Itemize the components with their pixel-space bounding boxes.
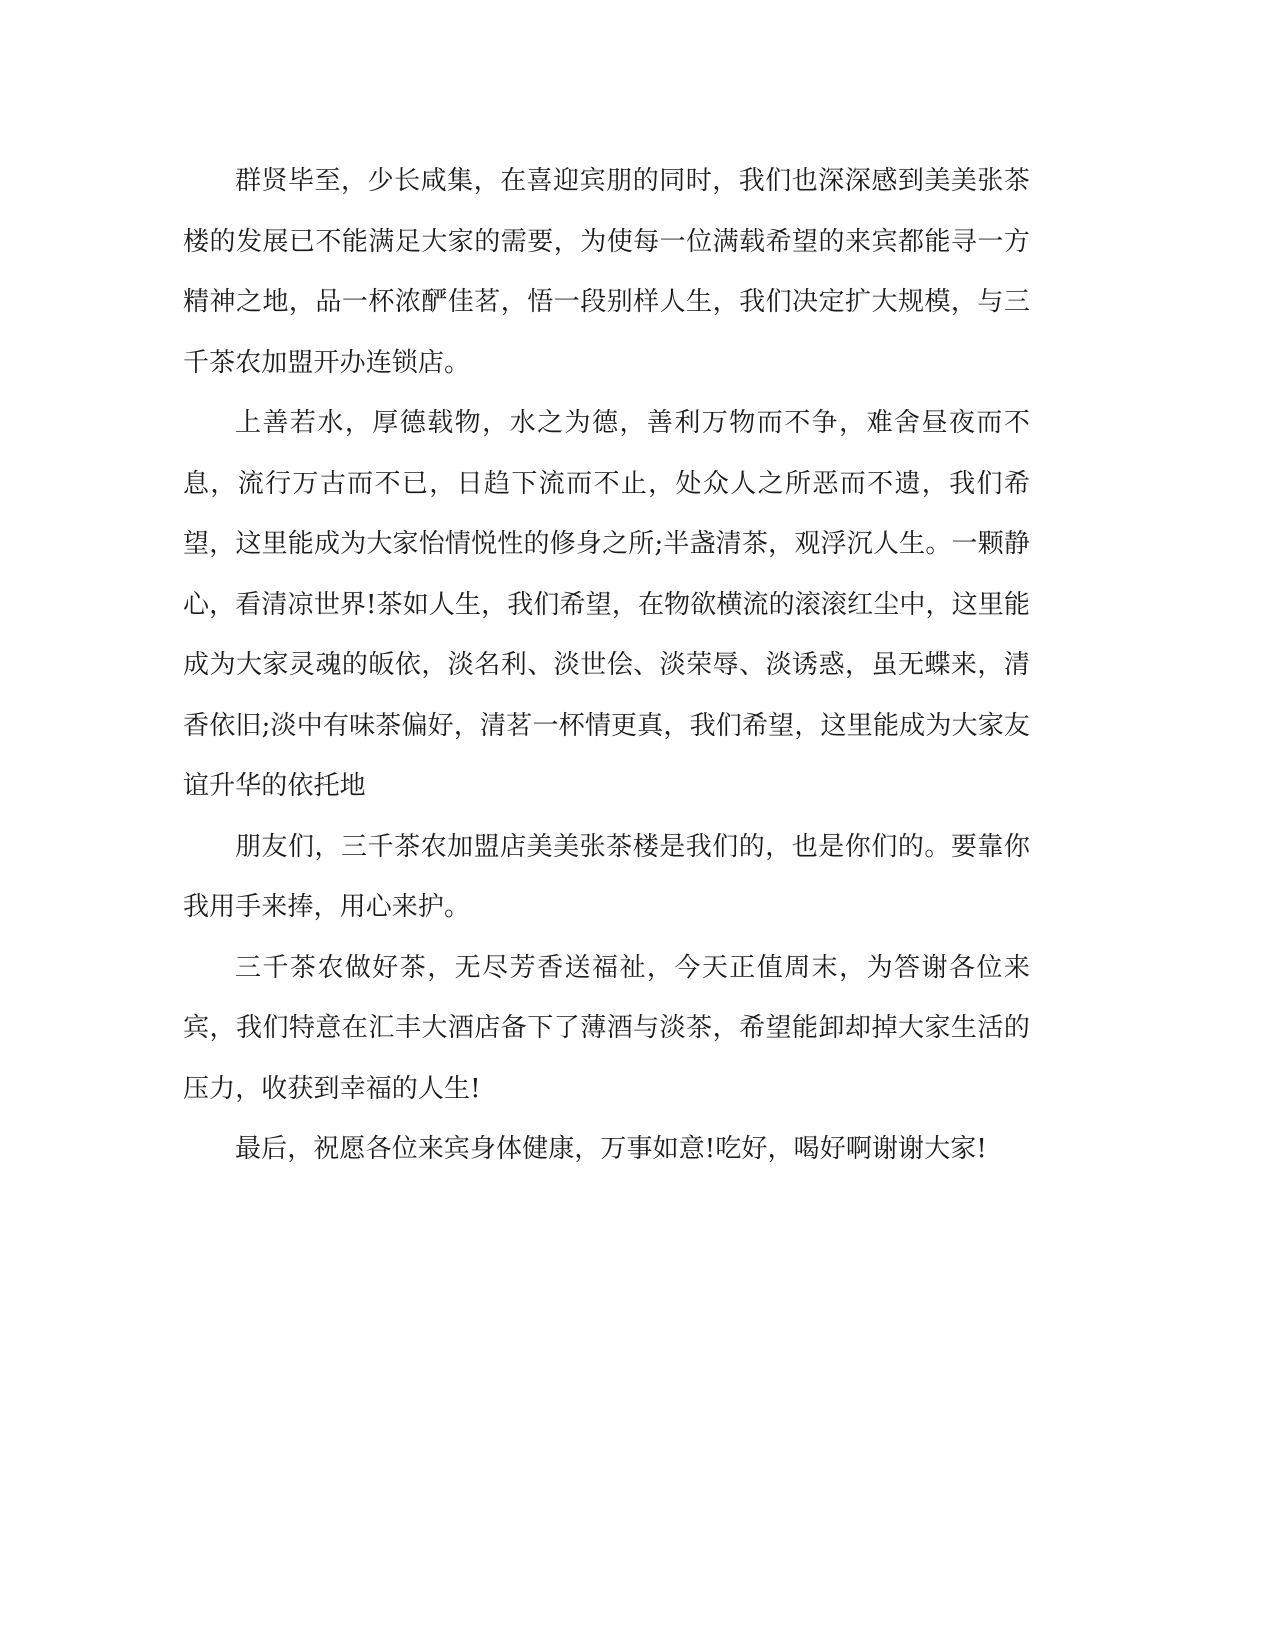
paragraph-2: 上善若水，厚德载物，水之为德，善利万物而不争，难舍昼夜而不息，流行万古而不已，日趋下流而不止，处众人之所恶而不遗，我们希望，这里能成为大家怡情悦性的修身之所;半盏清茶，观浮沉人生。一颗静心，看清凉世界!茶如人生，我们希望，在物欲横流的滚滚红尘中，这里能成为大家灵魂的皈依，淡名利、淡世侩、淡荣辱、淡诱惑，虽无蝶来，清香依旧;淡中有味茶偏好，清茗一杯情更真，我们希望，这里能成为大家友谊升华的依托地 — [183, 408, 1030, 801]
document-page — [183, 151, 1030, 1180]
paragraph-5: 最后，祝愿各位来宾身体健康，万事如意!吃好，喝好啊谢谢大家! — [235, 1134, 987, 1164]
paragraph-4: 三千茶农做好茶，无尽芳香送福祉，今天正值周末，为答谢各位来宾，我们特意在汇丰大酒店备下了薄酒与淡茶，希望能卸却掉大家生活的压力，收获到幸福的人生! — [183, 952, 1030, 1104]
paragraph-3: 朋友们，三千茶农加盟店美美张茶楼是我们的，也是你们的。要靠你我用手来捧，用心来护。 — [183, 831, 1030, 922]
paragraph-1: 群贤毕至，少长咸集，在喜迎宾朋的同时，我们也深深感到美美张茶楼的发展已不能满足大家的需要，为使每一位满载希望的来宾都能寻一方精神之地，品一杯浓酽佳茗，悟一段别样人生，我们决定扩大规模，与三千茶农加盟开办连锁店。 — [183, 166, 1030, 378]
